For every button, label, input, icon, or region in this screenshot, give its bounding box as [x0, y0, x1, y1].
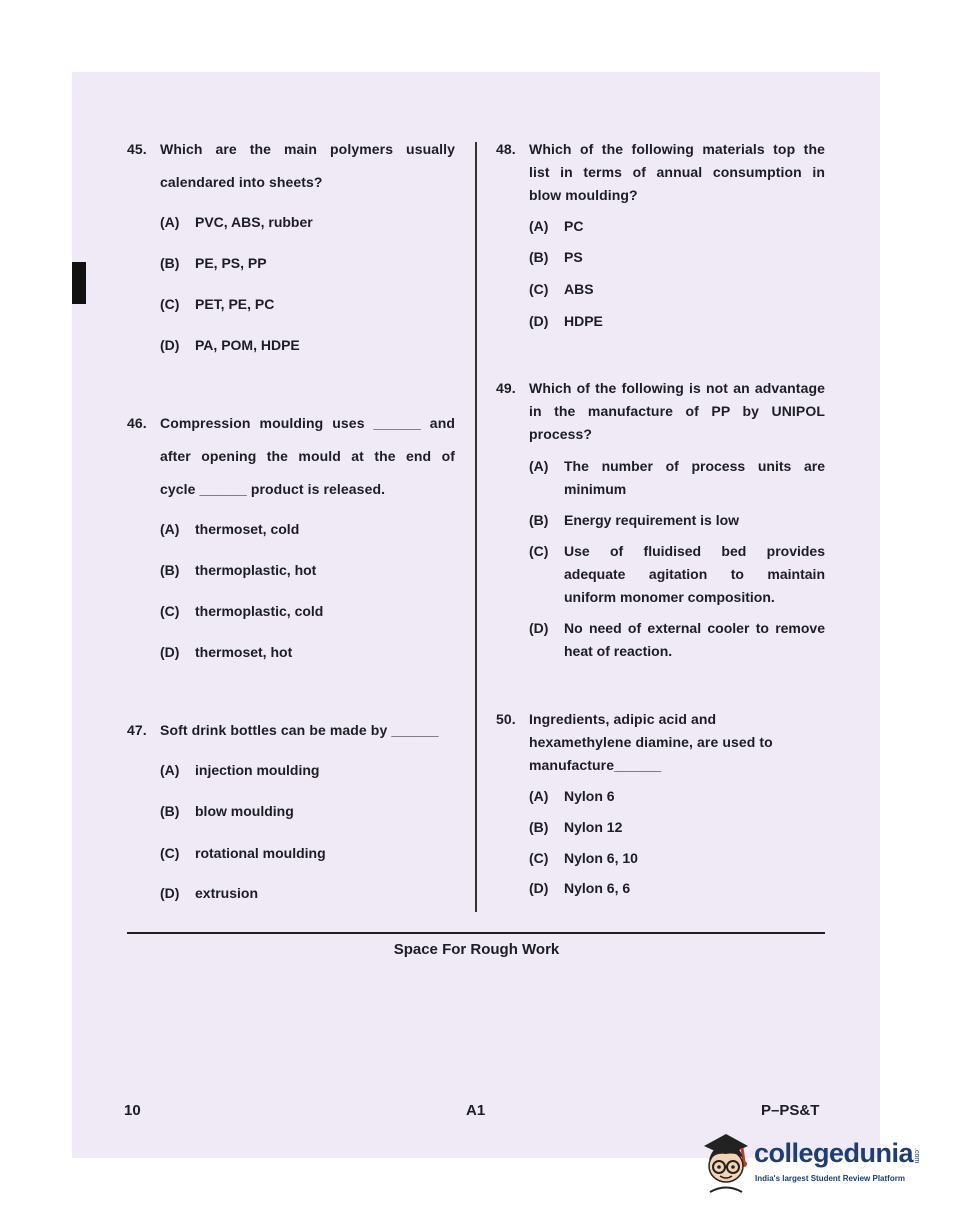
question-number: 50. [496, 711, 516, 727]
collegedunia-logo [698, 1128, 928, 1198]
option-label: (B) [160, 562, 180, 578]
option-label: (A) [160, 214, 180, 230]
option-text: PA, POM, HDPE [195, 337, 300, 353]
option-label: (D) [529, 620, 549, 636]
option-label: (D) [529, 880, 549, 896]
option-d [160, 337, 300, 353]
question-text-line: Soft drink bottles can be made by ______ [160, 722, 439, 738]
question-text-line: Which are the main polymers usually [160, 141, 455, 157]
brand-tagline: India's largest Student Review Platform [755, 1174, 905, 1183]
question-text-line: Compression moulding uses ______ and [160, 415, 455, 431]
option-text: blow moulding [195, 803, 294, 819]
option-text: injection moulding [195, 762, 320, 778]
option-c [529, 543, 825, 612]
option-label: (D) [160, 644, 180, 660]
option-text-line: uniform monomer composition. [564, 589, 775, 605]
option-text: Nylon 6, 6 [564, 880, 631, 896]
option-label: (D) [529, 313, 549, 329]
option-text: HDPE [564, 313, 603, 329]
option-b [529, 512, 825, 535]
option-text: PVC, ABS, rubber [195, 214, 313, 230]
option-text-line: The number of process units are [564, 458, 825, 474]
option-text: Nylon 6 [564, 788, 615, 804]
option-d [529, 880, 630, 896]
question-text-line: manufacture______ [529, 757, 662, 773]
option-label: (B) [160, 255, 180, 271]
option-text-line: No need of external cooler to remove [564, 620, 825, 636]
option-label: (C) [160, 603, 180, 619]
column-divider [475, 142, 477, 912]
option-label: (A) [529, 788, 549, 804]
question-text-line: list in terms of annual consumption in [529, 164, 825, 180]
option-label: (C) [529, 281, 549, 297]
margin-mark [72, 262, 86, 304]
option-label: (A) [529, 458, 549, 474]
set-code: A1 [466, 1102, 486, 1119]
option-text-line: Energy requirement is low [564, 512, 740, 528]
question-number: 45. [127, 141, 147, 157]
option-text-line: adequate agitation to maintain [564, 566, 825, 582]
option-text-line: heat of reaction. [564, 643, 673, 659]
option-label: (B) [160, 803, 180, 819]
option-text: ABS [564, 281, 594, 297]
question-text-line: after opening the mould at the end of [160, 448, 455, 464]
option-label: (A) [160, 762, 180, 778]
question-text-line: blow moulding? [529, 187, 638, 203]
question-text-line: Which of the following materials top the [529, 141, 825, 157]
option-a [529, 788, 615, 804]
option-a [160, 214, 313, 230]
rough-work-heading: Space For Rough Work [393, 941, 560, 958]
question-text-line: hexamethylene diamine, are used to [529, 734, 773, 750]
option-b [529, 819, 622, 835]
option-label: (B) [529, 512, 549, 528]
mascot-icon [698, 1128, 754, 1198]
option-b [160, 803, 294, 819]
option-label: (A) [160, 521, 180, 537]
option-text: Nylon 6, 10 [564, 850, 638, 866]
option-text: extrusion [195, 885, 259, 901]
option-a [529, 218, 583, 234]
brand-domain: .com [913, 1148, 920, 1164]
option-text: thermoset, cold [195, 521, 300, 537]
option-text: PET, PE, PC [195, 296, 275, 312]
brand-name: collegedunia [754, 1138, 914, 1168]
question-number: 47. [127, 722, 147, 738]
option-label: (C) [529, 543, 549, 559]
rough-work-rule [127, 932, 825, 934]
option-text: thermoplastic, cold [195, 603, 324, 619]
option-text: PC [564, 218, 584, 234]
question-text-line: Ingredients, adipic acid and [529, 711, 717, 727]
question-number: 48. [496, 141, 516, 157]
option-b [160, 255, 267, 271]
paper-code: P–PS&T [761, 1102, 820, 1119]
option-c [160, 296, 274, 312]
question-text-line: in the manufacture of PP by UNIPOL [529, 403, 825, 419]
option-label: (C) [160, 845, 180, 861]
question-text-line: Which of the following is not an advantage [529, 380, 825, 396]
option-c [160, 845, 326, 861]
option-b [160, 562, 316, 578]
option-text: PS [564, 249, 583, 265]
option-label: (B) [529, 249, 549, 265]
question-text-line: cycle ______ product is released. [160, 481, 386, 497]
question-number: 49. [496, 380, 516, 396]
option-d [529, 620, 825, 666]
option-a [160, 521, 299, 537]
question-text-line: calendared into sheets? [160, 174, 323, 190]
option-d [160, 885, 258, 901]
option-label: (D) [160, 337, 180, 353]
option-label: (D) [160, 885, 180, 901]
question-number: 46. [127, 415, 147, 431]
page-number: 10 [124, 1102, 141, 1119]
option-c [160, 603, 323, 619]
option-a [160, 762, 319, 778]
option-label: (C) [160, 296, 180, 312]
option-text: rotational moulding [195, 845, 326, 861]
option-c [529, 281, 594, 297]
option-text-line: minimum [564, 481, 627, 497]
option-text-line: Use of fluidised bed provides [564, 543, 825, 559]
option-a [529, 458, 825, 504]
option-c [529, 850, 638, 866]
option-d [529, 313, 603, 329]
option-label: (A) [529, 218, 549, 234]
option-label: (C) [529, 850, 549, 866]
option-text: thermoplastic, hot [195, 562, 317, 578]
option-label: (B) [529, 819, 549, 835]
question-text-line: process? [529, 426, 593, 442]
option-b [529, 249, 583, 265]
option-text: thermoset, hot [195, 644, 293, 660]
option-text: Nylon 12 [564, 819, 623, 835]
option-d [160, 644, 292, 660]
option-text: PE, PS, PP [195, 255, 267, 271]
